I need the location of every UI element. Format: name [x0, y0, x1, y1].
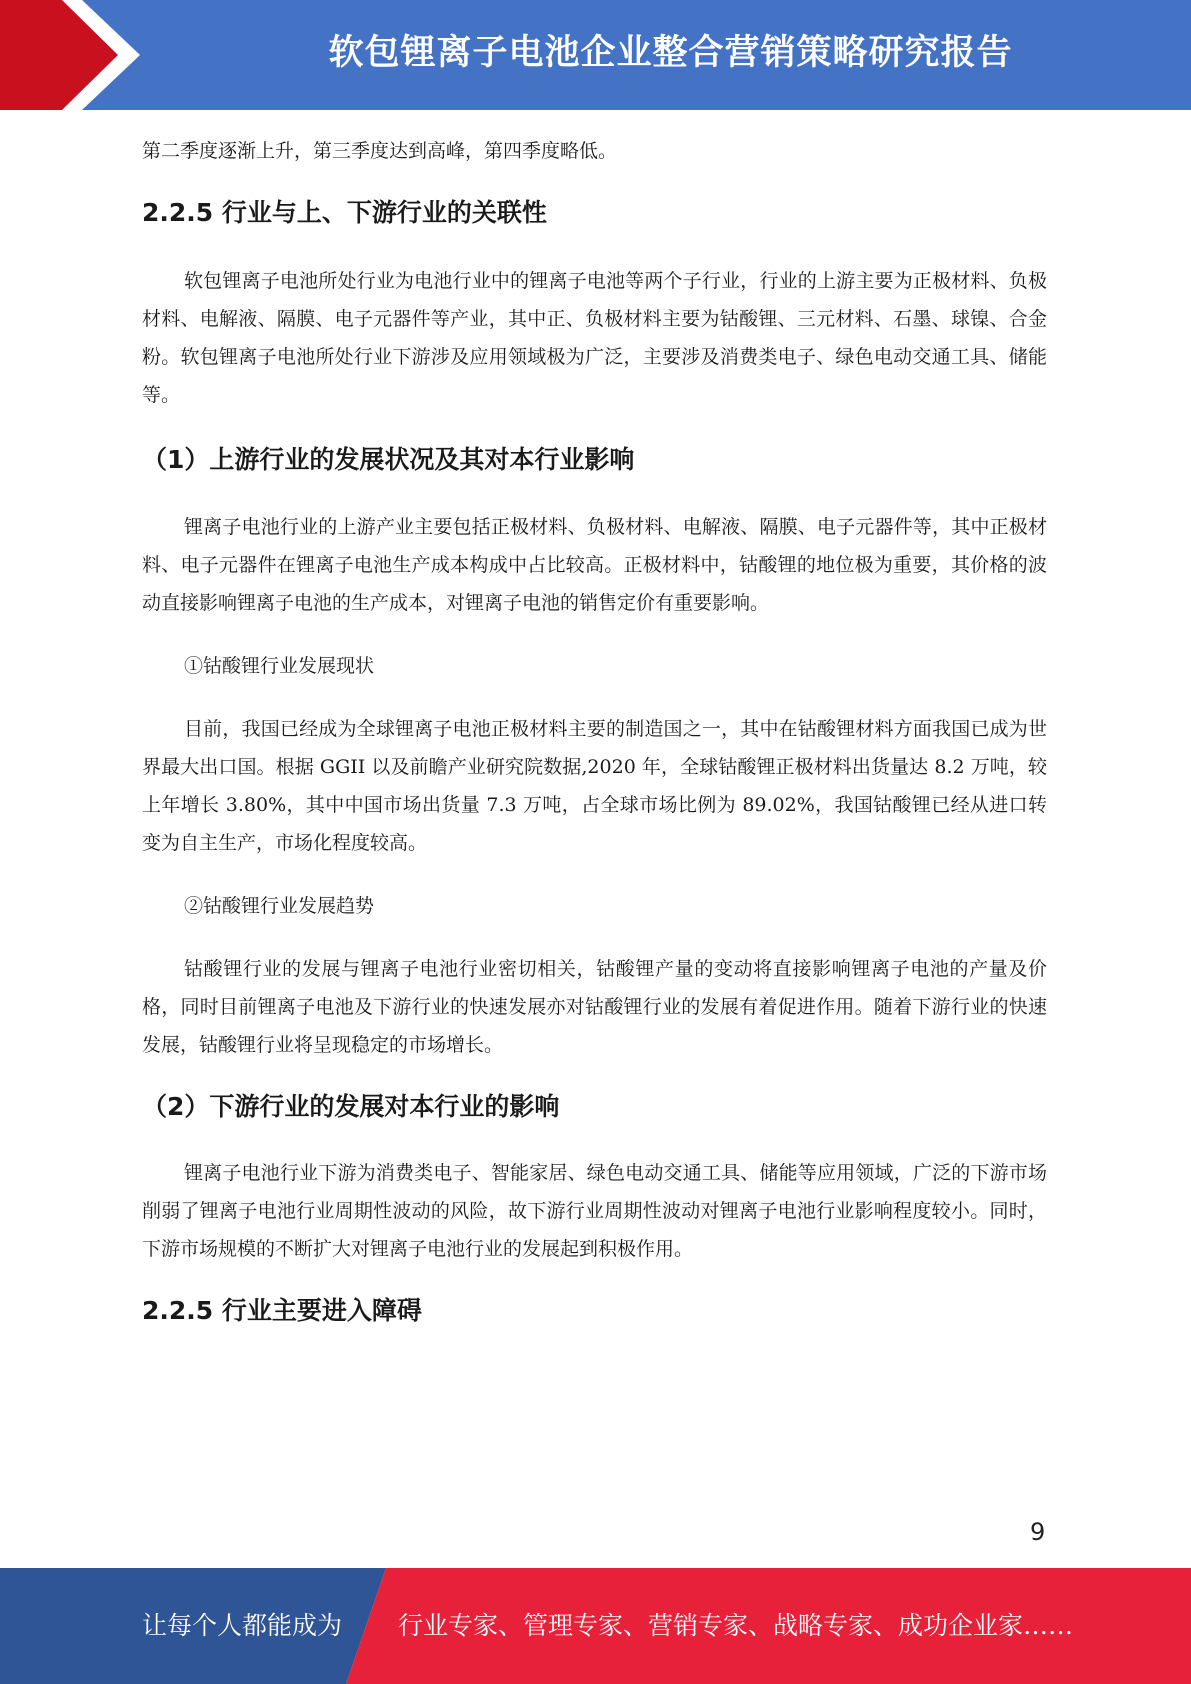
page-footer: [0, 1568, 1191, 1684]
subsection-heading-upstream: （1）上游行业的发展状况及其对本行业影响: [142, 445, 635, 474]
document-title: 软包锂离子电池企业整合营销策略研究报告: [328, 33, 1013, 73]
paragraph-lco-status: 目前，我国已经成为全球锂离子电池正极材料主要的制造国之一，其中在钴酸锂材料方面我国已成为世界最大出口国。根据 GGII 以及前瞻产业研究院数据,2020 年，全球钴酸锂正极材料出货量达 8.2 万吨，较上年增长 3.80%，其中中国市场出货量 7.3 万吨，占全球市场比例为 89.02%，我国钴酸锂已经从进口转变为自主生产，市场化程度较高。: [142, 718, 1047, 854]
section-heading-industry-linkage: 2.2.5 行业与上、下游行业的关联性: [142, 198, 547, 227]
paragraph-downstream: 锂离子电池行业下游为消费类电子、智能家居、绿色电动交通工具、储能等应用领域，广泛的下游市场削弱了锂离子电池行业周期性波动的风险，故下游行业周期性波动对锂离子电池行业影响程度较小。同时，下游市场规模的不断扩大对锂离子电池行业的发展起到积极作用。: [142, 1162, 1047, 1260]
page-header: [0, 0, 1191, 110]
page-content: [142, 132, 1047, 1331]
paragraph-continuation: 第二季度逐渐上升，第三季度达到高峰，第四季度略低。: [142, 140, 618, 162]
paragraph-lco-trend: 钴酸锂行业的发展与锂离子电池行业密切相关，钴酸锂产量的变动将直接影响锂离子电池的产量及价格，同时目前锂离子电池及下游行业的快速发展亦对钴酸锂行业的发展有着促进作用。随着下游行业的快速发展，钴酸锂行业将呈现稳定的市场增长。: [142, 958, 1047, 1056]
subsection-heading-downstream: （2）下游行业的发展对本行业的影响: [142, 1092, 560, 1121]
header-chevron-decoration: [0, 0, 160, 110]
sub-item-lco-trend: ②钴酸锂行业发展趋势: [184, 895, 375, 917]
paragraph-industry-overview: 软包锂离子电池所处行业为电池行业中的锂离子电池等两个子行业，行业的上游主要为正极材料、负极材料、电解液、隔膜、电子元器件等产业，其中正、负极材料主要为钴酸锂、三元材料、石墨、球镍、合金粉。软包锂离子电池所处行业下游涉及应用领域极为广泛，主要涉及消费类电子、绿色电动交通工具、储能等。: [142, 270, 1047, 406]
footer-slogan-right: 行业专家、管理专家、营销专家、战略专家、成功企业家……: [398, 1611, 1074, 1640]
section-heading-entry-barriers: 2.2.5 行业主要进入障碍: [142, 1296, 422, 1325]
footer-slogan-left: 让每个人都能成为: [142, 1611, 343, 1640]
paragraph-upstream: 锂离子电池行业的上游产业主要包括正极材料、负极材料、电解液、隔膜、电子元器件等，其中正极材料、电子元器件在锂离子电池生产成本构成中占比较高。正极材料中，钴酸锂的地位极为重要，其价格的波动直接影响锂离子电池的生产成本，对锂离子电池的销售定价有重要影响。: [142, 516, 1047, 614]
sub-item-lco-status: ①钴酸锂行业发展现状: [184, 655, 375, 677]
page-number: 9: [1030, 1518, 1046, 1546]
